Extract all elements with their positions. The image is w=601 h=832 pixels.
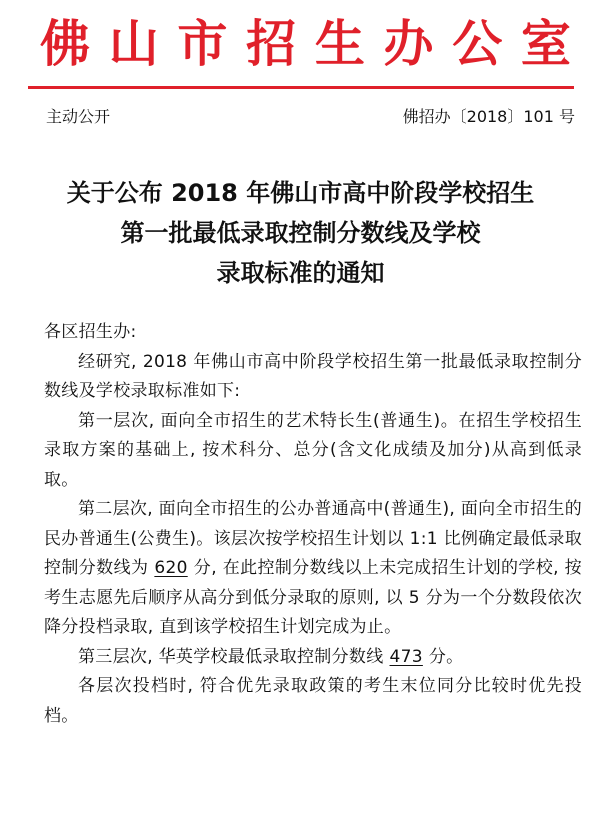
paragraph-tier-1: 第一层次, 面向全市招生的艺术特长生(普通生)。在招生学校招生录取方案的基础上, 按术科分、总分(含文化成绩及加分)从高到低录取。	[44, 410, 582, 490]
paragraph-tier-2	[44, 495, 582, 643]
masthead-char: 市	[177, 14, 228, 73]
document-body	[44, 318, 582, 731]
masthead-char: 山	[108, 14, 159, 73]
tier-3-cutoff-score: 473	[389, 646, 423, 667]
masthead-char: 生	[314, 14, 365, 73]
salutation: 各区招生办:	[44, 322, 137, 342]
title-line: 关于公布 2018 年佛山市高中阶段学校招生	[66, 179, 535, 207]
paragraph-intro: 经研究, 2018 年佛山市高中阶段学校招生第一批最低录取控制分数线及学校录取标准如下:	[44, 351, 582, 401]
tier-2-text-b: 分, 在此控制分数线以上未完成招生计划的学校, 按考生志愿先后顺序从高分到低分录取的原则, 以 5 分为一个分数段依次降分投档录取, 直到该学校招生计划完成为止。	[44, 558, 582, 637]
masthead-char: 办	[383, 14, 434, 73]
disclosure-label: 主动公开	[46, 107, 111, 126]
masthead-char: 室	[520, 14, 571, 73]
org-masthead	[0, 14, 601, 74]
title-line: 录取标准的通知	[216, 259, 385, 287]
masthead-char: 招	[246, 14, 297, 73]
paragraph-tier-3	[44, 643, 582, 673]
tier-2-cutoff-score: 620	[154, 558, 188, 578]
tier-3-text-b: 分。	[428, 646, 464, 667]
tier-2-text-a: 第二层次, 面向全市招生的公办普通高中(普通生), 面向全市招生的民办普通生(公费生)。该层次按学校招生计划以 1:1 比例确定最低录取控制分数线为	[44, 499, 582, 578]
tier-3-text-a: 第三层次, 华英学校最低录取控制分数线	[78, 646, 384, 667]
masthead-char: 佛	[40, 14, 90, 73]
title-line: 第一批最低录取控制分数线及学校	[120, 219, 481, 247]
document-number: 佛招办〔2018〕101 号	[402, 107, 575, 126]
masthead-char: 公	[452, 14, 503, 73]
paragraph-priority: 各层次投档时, 符合优先录取政策的考生末位同分比较时优先投档。	[44, 676, 582, 726]
document-title	[20, 173, 581, 293]
header-divider	[28, 86, 574, 89]
